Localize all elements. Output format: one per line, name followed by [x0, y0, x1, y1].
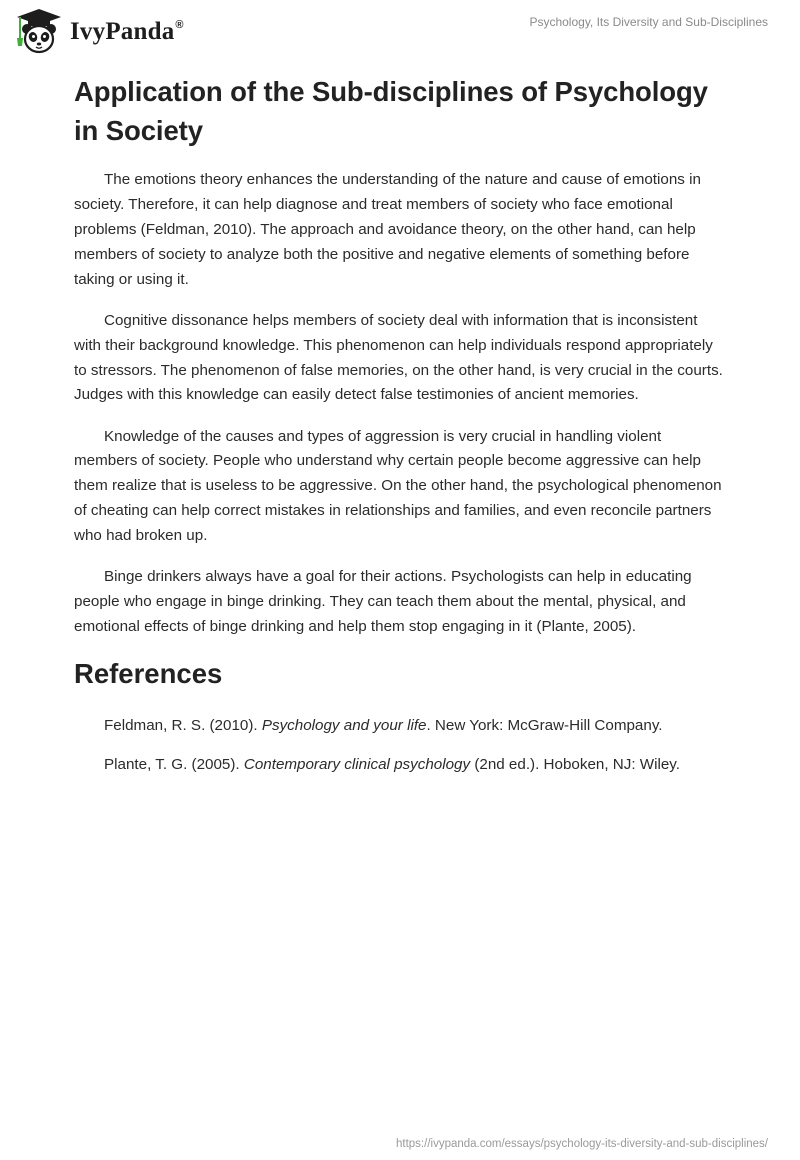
article-body — [74, 72, 726, 792]
document-title: Psychology, Its Diversity and Sub-Disciplines — [529, 15, 768, 29]
reference-title: Psychology and your life — [261, 717, 427, 735]
paragraph: Cognitive dissonance helps members of society deal with information that is inconsistent with their background knowledge. This phenomenon can help individuals respond appropriately to stressors. The phenomenon of false memories, on the other hand, is very crucial in the courts. Judges with this knowledge can easily detect false testimonies of ancient memories. — [74, 311, 723, 404]
paragraph: The emotions theory enhances the understanding of the nature and cause of emotions in society. Therefore, it can help diagnose and treat members of society who face emotional problems (Feldman, 2010). The approach and avoidance theory, on the other hand, can help members of society to analyze both the positive and negative elements of something before taking or using it. — [74, 171, 701, 288]
registered-mark: ® — [175, 19, 184, 31]
source-url-link[interactable]: https://ivypanda.com/essays/psychology-its-diversity-and-sub-disciplines/ — [396, 1138, 768, 1150]
references-heading: References — [74, 658, 223, 690]
brand-name: IvyPanda ® — [70, 18, 184, 45]
reference-text: Plante, T. G. (2005). — [104, 756, 244, 774]
panda-graduate-icon — [14, 8, 64, 56]
paragraph: Binge drinkers always have a goal for their actions. Psychologists can help in educating people who engage in binge drinking. They can teach them about the mental, physical, and emotional effects of binge drinking and help them stop engaging in it (Plante, 2005). — [74, 568, 692, 636]
reference-item — [74, 753, 726, 778]
section-heading: Application of the Sub-disciplines of Psychology in Society — [74, 76, 708, 146]
reference-text: . New York: McGraw-Hill Company. — [426, 717, 663, 735]
page-header — [0, 0, 800, 64]
ivypanda-logo[interactable] — [14, 8, 184, 56]
reference-text: (2nd ed.). Hoboken, NJ: Wiley. — [470, 756, 680, 774]
paragraph: Knowledge of the causes and types of aggression is very crucial in handling violent members of society. People who understand why certain people become aggressive can help them realize that is useless to be aggressive. On the other hand, the psychological phenomenon of cheating can help correct mistakes in relationships and families, and even reconcile partners who had broken up. — [74, 427, 722, 545]
reference-item — [74, 714, 726, 739]
reference-text: Feldman, R. S. (2010). — [104, 717, 262, 735]
reference-title: Contemporary clinical psychology — [243, 756, 471, 774]
